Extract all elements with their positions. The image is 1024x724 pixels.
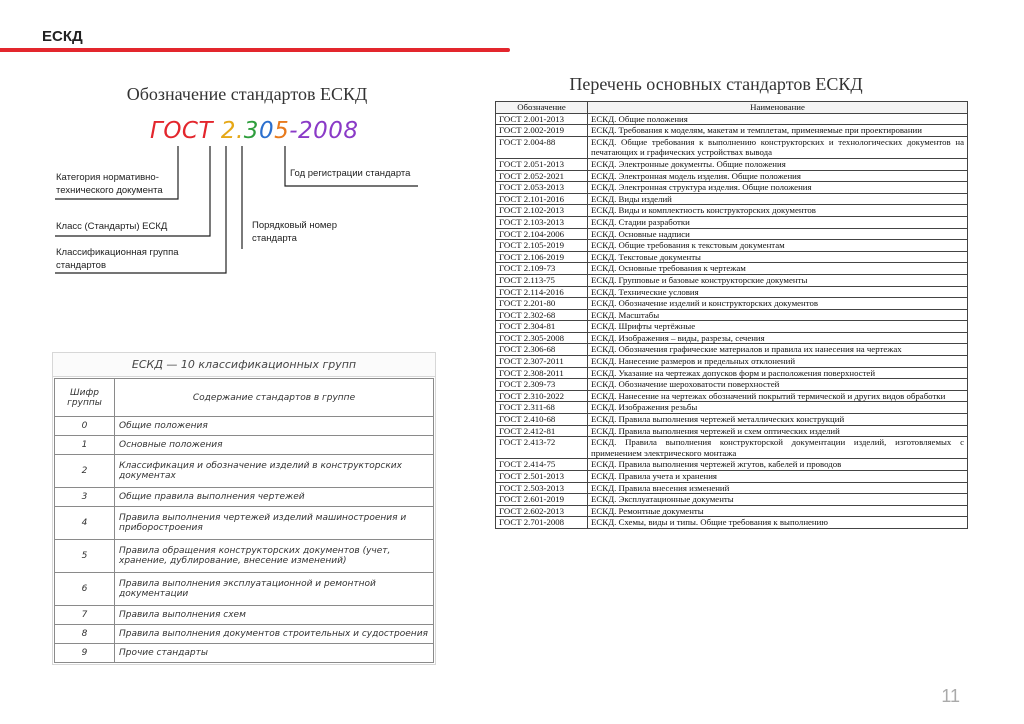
standard-name: ЕСКД. Эксплуатационные документы — [588, 494, 968, 506]
group-code: 2 — [55, 455, 115, 488]
table-row — [496, 471, 968, 483]
group-code: 3 — [55, 488, 115, 507]
standard-name: ЕСКД. Изображения резьбы — [588, 402, 968, 414]
standard-code: ГОСТ 2.304-81 — [496, 321, 588, 333]
standard-name: ЕСКД. Масштабы — [588, 309, 968, 321]
groups-table-title: ЕСКД — 10 классификационных групп — [53, 353, 435, 377]
table-row — [496, 367, 968, 379]
table-row — [496, 182, 968, 194]
table-row — [55, 606, 434, 625]
group-code: 4 — [55, 507, 115, 540]
gost-prefix: ГОСТ — [150, 118, 214, 144]
standard-code: ГОСТ 2.410-68 — [496, 414, 588, 426]
group-code: 0 — [55, 417, 115, 436]
table-row — [496, 309, 968, 321]
table-row — [496, 286, 968, 298]
gost-group-digit: 3 — [243, 118, 259, 144]
group-content: Основные положения — [115, 436, 434, 455]
standard-name: ЕСКД. Нанесение размеров и предельных отклонений — [588, 356, 968, 368]
standard-code: ГОСТ 2.413-72 — [496, 437, 588, 459]
groups-table-grid — [54, 378, 434, 663]
standard-name: ЕСКД. Правила выполнения чертежей и схем оптических изделий — [588, 425, 968, 437]
standard-code: ГОСТ 2.503-2013 — [496, 482, 588, 494]
standard-code: ГОСТ 2.302-68 — [496, 309, 588, 321]
standard-name: ЕСКД. Общие положения — [588, 113, 968, 125]
standard-code: ГОСТ 2.201-80 — [496, 298, 588, 310]
standard-code: ГОСТ 2.051-2013 — [496, 158, 588, 170]
gost-class-digit: 2 — [220, 118, 236, 144]
table-row — [55, 488, 434, 507]
standard-name: ЕСКД. Общие требования к выполнению конструкторских и технологических документов на печатающих и графических устройствах вывода — [588, 136, 968, 158]
standard-name: ЕСКД. Правила выполнения чертежей жгутов, кабелей и проводов — [588, 459, 968, 471]
table-row — [496, 136, 968, 158]
table-row — [55, 417, 434, 436]
gost-number-digit-1: 0 — [258, 118, 275, 144]
table-row — [496, 517, 968, 529]
standard-code: ГОСТ 2.102-2013 — [496, 205, 588, 217]
standard-code: ГОСТ 2.113-75 — [496, 274, 588, 286]
label-group: Классификационная группа стандартов — [56, 247, 179, 271]
gost-number-digit-2: 5 — [274, 118, 290, 144]
table-row — [496, 205, 968, 217]
group-code: 1 — [55, 436, 115, 455]
table-row — [496, 113, 968, 125]
standard-code: ГОСТ 2.103-2013 — [496, 216, 588, 228]
standards-list-table — [495, 101, 968, 529]
group-code: 9 — [55, 644, 115, 663]
standard-code: ГОСТ 2.101-2016 — [496, 193, 588, 205]
table-row — [55, 573, 434, 606]
group-content: Общие правила выполнения чертежей — [115, 488, 434, 507]
table-row — [496, 505, 968, 517]
table-row — [496, 274, 968, 286]
standard-name: ЕСКД. Указание на чертежах допусков форм и расположения поверхностей — [588, 367, 968, 379]
standard-code: ГОСТ 2.106-2019 — [496, 251, 588, 263]
table-row — [496, 228, 968, 240]
connector-year — [285, 146, 418, 186]
standard-name: ЕСКД. Электронная модель изделия. Общие положения — [588, 170, 968, 182]
classification-groups-table — [52, 352, 436, 665]
standard-name: ЕСКД. Обозначение изделий и конструкторских документов — [588, 298, 968, 310]
standard-name: ЕСКД. Правила выполнения чертежей металлических конструкций — [588, 414, 968, 426]
standard-name: ЕСКД. Текстовые документы — [588, 251, 968, 263]
groups-table-header — [55, 379, 434, 417]
standard-name: ЕСКД. Правила учета и хранения — [588, 471, 968, 483]
standard-code: ГОСТ 2.311-68 — [496, 402, 588, 414]
standard-name: ЕСКД. Шрифты чертёжные — [588, 321, 968, 333]
standard-name: ЕСКД. Правила выполнения конструкторской документации изделий, изготовляемых с применением электрического монтажа — [588, 437, 968, 459]
standard-name: ЕСКД. Виды и комплектность конструкторских документов — [588, 205, 968, 217]
table-row — [496, 125, 968, 137]
standard-code: ГОСТ 2.501-2013 — [496, 471, 588, 483]
standard-name: ЕСКД. Обозначение шероховатости поверхностей — [588, 379, 968, 391]
standard-code: ГОСТ 2.053-2013 — [496, 182, 588, 194]
standard-code: ГОСТ 2.601-2019 — [496, 494, 588, 506]
standard-code: ГОСТ 2.052-2021 — [496, 170, 588, 182]
standard-code: ГОСТ 2.310-2022 — [496, 390, 588, 402]
label-number: Порядковый номер стандарта — [252, 220, 337, 244]
table-row — [496, 332, 968, 344]
standard-name: ЕСКД. Схемы, виды и типы. Общие требования к выполнению — [588, 517, 968, 529]
standard-code: ГОСТ 2.109-73 — [496, 263, 588, 275]
gost-year: 2008 — [298, 118, 359, 144]
standard-code: ГОСТ 2.414-75 — [496, 459, 588, 471]
table-row — [496, 158, 968, 170]
standard-name: ЕСКД. Виды изделий — [588, 193, 968, 205]
group-content: Правила выполнения схем — [115, 606, 434, 625]
standard-code: ГОСТ 2.105-2019 — [496, 240, 588, 252]
label-category: Категория нормативно-технического документа — [56, 172, 163, 196]
groups-header-code: Шифр группы — [55, 379, 115, 417]
group-content: Прочие стандарты — [115, 644, 434, 663]
table-row — [496, 482, 968, 494]
table-row — [496, 379, 968, 391]
groups-header-content: Содержание стандартов в группе — [115, 379, 434, 417]
group-content: Правила выполнения документов строительных и судостроения — [115, 625, 434, 644]
standard-name: ЕСКД. Требования к моделям, макетам и темплетам, применяемые при проектировании — [588, 125, 968, 137]
table-row — [496, 494, 968, 506]
table-row — [55, 455, 434, 488]
table-row — [496, 170, 968, 182]
table-row — [496, 390, 968, 402]
table-row — [496, 298, 968, 310]
standard-name: ЕСКД. Нанесение на чертежах обозначений покрытий термической и других видов обработки — [588, 390, 968, 402]
standard-name: ЕСКД. Изображения – виды, разрезы, сечения — [588, 332, 968, 344]
table-row — [496, 321, 968, 333]
group-content: Правила выполнения чертежей изделий машиностроения и приборостроения — [115, 507, 434, 540]
table-row — [55, 507, 434, 540]
standard-code: ГОСТ 2.309-73 — [496, 379, 588, 391]
table-row — [496, 437, 968, 459]
group-content: Правила выполнения эксплуатационной и ремонтной документации — [115, 573, 434, 606]
group-code: 6 — [55, 573, 115, 606]
standard-code: ГОСТ 2.701-2008 — [496, 517, 588, 529]
standard-name: ЕСКД. Общие требования к текстовым документам — [588, 240, 968, 252]
standard-name: ЕСКД. Ремонтные документы — [588, 505, 968, 517]
standard-code: ГОСТ 2.602-2013 — [496, 505, 588, 517]
standard-code: ГОСТ 2.307-2011 — [496, 356, 588, 368]
table-row — [496, 251, 968, 263]
standard-name: ЕСКД. Стадии разработки — [588, 216, 968, 228]
table-row — [496, 263, 968, 275]
standard-code: ГОСТ 2.002-2019 — [496, 125, 588, 137]
standards-table-header — [496, 102, 968, 114]
table-row — [496, 414, 968, 426]
standard-code: ГОСТ 2.104-2006 — [496, 228, 588, 240]
group-code: 8 — [55, 625, 115, 644]
standard-code: ГОСТ 2.308-2011 — [496, 367, 588, 379]
table-row — [496, 193, 968, 205]
standard-code: ГОСТ 2.114-2016 — [496, 286, 588, 298]
table-row — [496, 344, 968, 356]
standard-name: ЕСКД. Технические условия — [588, 286, 968, 298]
table-row — [496, 240, 968, 252]
standard-name: ЕСКД. Обозначения графические материалов и правила их нанесения на чертежах — [588, 344, 968, 356]
standard-code: ГОСТ 2.001-2013 — [496, 113, 588, 125]
page-number: 11 — [941, 686, 960, 706]
group-content: Правила обращения конструкторских документов (учет, хранение, дублирование, внесение изменений) — [115, 540, 434, 573]
standard-name: ЕСКД. Основные требования к чертежам — [588, 263, 968, 275]
group-code: 5 — [55, 540, 115, 573]
standards-table-body — [496, 113, 968, 528]
standards-header-code: Обозначение — [496, 102, 588, 114]
standard-code: ГОСТ 2.004-88 — [496, 136, 588, 158]
standard-code: ГОСТ 2.412-81 — [496, 425, 588, 437]
table-row — [496, 356, 968, 368]
standard-name: ЕСКД. Электронные документы. Общие положения — [588, 158, 968, 170]
standards-header-name: Наименование — [588, 102, 968, 114]
table-row — [496, 459, 968, 471]
gost-dot: . — [235, 118, 244, 144]
table-row — [55, 436, 434, 455]
group-content: Общие положения — [115, 417, 434, 436]
standard-name: ЕСКД. Групповые и базовые конструкторские документы — [588, 274, 968, 286]
table-row — [55, 644, 434, 663]
standard-code: ГОСТ 2.305-2008 — [496, 332, 588, 344]
gost-dash: - — [289, 118, 299, 144]
label-class: Класс (Стандарты) ЕСКД — [56, 221, 168, 232]
standard-name: ЕСКД. Электронная структура изделия. Общие положения — [588, 182, 968, 194]
group-code: 7 — [55, 606, 115, 625]
table-row — [496, 425, 968, 437]
table-row — [55, 625, 434, 644]
standard-name: ЕСКД. Основные надписи — [588, 228, 968, 240]
group-content: Классификация и обозначение изделий в конструкторских документах — [115, 455, 434, 488]
standards-list-title: Перечень основных стандартов ЕСКД — [569, 74, 863, 94]
standard-code: ГОСТ 2.306-68 — [496, 344, 588, 356]
standard-name: ЕСКД. Правила внесения изменений — [588, 482, 968, 494]
designation-section-title: Обозначение стандартов ЕСКД — [126, 84, 368, 104]
label-year: Год регистрации стандарта — [290, 168, 411, 179]
slide-header-title: ЕСКД — [42, 28, 83, 45]
table-row — [55, 540, 434, 573]
table-row — [496, 216, 968, 228]
table-row — [496, 402, 968, 414]
